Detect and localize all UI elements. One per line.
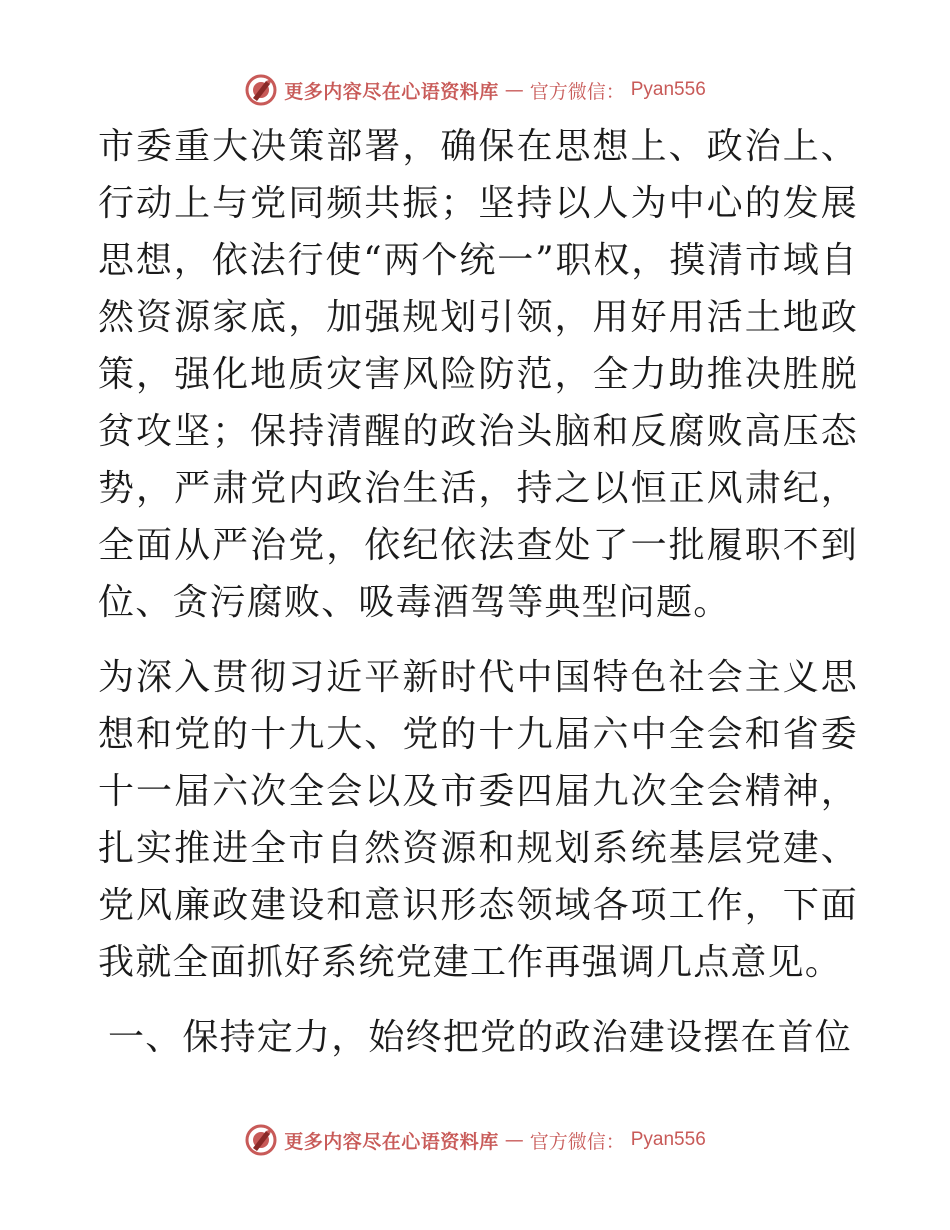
- pen-logo-icon: [244, 73, 278, 107]
- pen-logo-icon: [244, 1123, 278, 1157]
- wechat-label: 官方微信：: [529, 1130, 625, 1153]
- wechat-label: 官方微信：: [529, 80, 625, 103]
- section-heading: 一、保持定力，始终把党的政治建设摆在首位: [108, 1017, 853, 1058]
- body-paragraph-2: 为深入贯彻习近平新时代中国特色社会主义思想和党的十九大、党的十九届六中全会和省委十一届六次全会以及市委四届九次全会精神，扎实推进全市自然资源和规划系统基层党建、党风廉政建设和意识形态领域各项工作，下面我就全面抓好系统党建工作再强调几点意见。: [98, 657, 858, 983]
- footer-watermark: [0, 1120, 950, 1160]
- watermark-tagline: 更多内容尽在心语资料库: [284, 80, 499, 103]
- watermark-tagline: 更多内容尽在心语资料库: [284, 1130, 499, 1153]
- body-paragraph-1: 市委重大决策部署，确保在思想上、政治上、行动上与党同频共振；坚持以人为中心的发展思想，依法行使“两个统一”职权，摸清市域自然资源家底，加强规划引领，用好用活土地政策，强化地质灾害风险防范，全力助推决胜脱贫攻坚；保持清醒的政治头脑和反腐败高压态势，严肃党内政治生活，持之以恒正风肃纪，全面从严治党，依纪依法查处了一批履职不到位、贪污腐败、吸毒酒驾等典型问题。: [98, 126, 858, 623]
- header-watermark: [0, 70, 950, 110]
- watermark-dash: —: [504, 79, 524, 101]
- document-body: [98, 118, 858, 1066]
- wechat-id: Pyan556: [630, 1129, 706, 1150]
- watermark-dash: —: [504, 1129, 524, 1151]
- wechat-id: Pyan556: [630, 79, 706, 100]
